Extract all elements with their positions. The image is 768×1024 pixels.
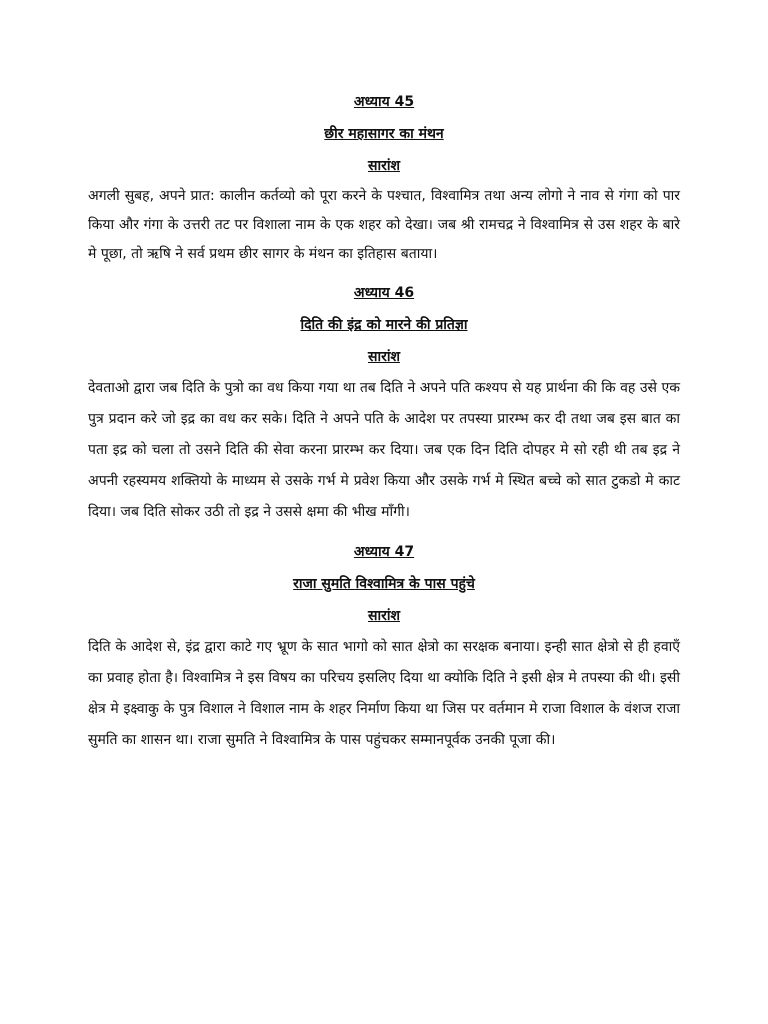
summary-heading: सारांश [368, 608, 400, 624]
chapter-46-section [88, 283, 680, 528]
summary-paragraph: देवताओ द्वारा जब दिति के पुत्रो का वध किया गया था तब दिति ने अपने पति कश्यप से यह प्रार्थना की कि वह उसे एक पुत्र प्रदान करे जो इद्र का वध कर सके। दिति ने अपने पति के आदेश पर तपस्या प्रारम्भ कर दी तथा जब इस बात का पता इद्र को चला तो उसने दिति की सेवा करना प्रारम्भ कर दिया। जब एक दिन दिति दोपहर मे सो रही थी तब इद्र ने अपनी रहस्यमय शक्तियो के माध्यम से उसके गर्भ मे प्रवेश किया और उसके गर्भ मे स्थित बच्चे को सात टुकडो मे काट दिया। जब दिति सोकर उठी तो इद्र ने उससे क्षमा की भीख माँगी। [88, 380, 680, 520]
chapter-heading: अध्याय 46 [353, 285, 415, 301]
chapter-45-section [88, 92, 680, 269]
summary-paragraph: अगली सुबह, अपने प्रात: कालीन कर्तव्यो को पूरा करने के पश्चात, विश्वामित्र तथा अन्य लोगो ने नाव से गंगा को पार किया और गंगा के उत्तरी तट पर विशाला नाम के एक शहर को देखा। जब श्री रामचद्र ने विश्वामित्र से उस शहर के बारे मे पूछा, तो ऋषि ने सर्व प्रथम छीर सागर के मंथन का इतिहास बताया। [88, 188, 680, 262]
chapter-title: छीर महासागर का मंथन [324, 126, 444, 142]
summary-heading: सारांश [368, 349, 400, 365]
document-page [88, 92, 680, 756]
chapter-title: दिति की इंद्र को मारने की प्रतिज्ञा [300, 317, 468, 333]
chapter-title: राजा सुमति विश्वामित्र के पास पहुंचे [293, 576, 475, 592]
summary-paragraph: दिति के आदेश से, इंद्र द्वारा काटे गए भ्रूण के सात भागो को सात क्षेत्रो का सरक्षक बनाया। इन्ही सात क्षेत्रो से ही हवाएँ का प्रवाह होता है। विश्वामित्र ने इस विषय का परिचय इसलिए दिया था क्योकि दिति ने इसी क्षेत्र मे तपस्या की थी। इसी क्षेत्र मे इक्ष्वाकु के पुत्र विशाल ने विशाल नाम के शहर निर्माण किया था जिस पर वर्तमान मे राजा विशाल के वंशज राजा सुमति का शासन था। राजा सुमति ने विश्वामित्र के पास पहुंचकर सम्मानपूर्वक उनकी पूजा की। [88, 639, 680, 748]
summary-heading: सारांश [368, 158, 400, 174]
chapter-47-section [88, 542, 680, 756]
chapter-heading: अध्याय 47 [353, 544, 415, 560]
chapter-heading: अध्याय 45 [353, 94, 415, 110]
